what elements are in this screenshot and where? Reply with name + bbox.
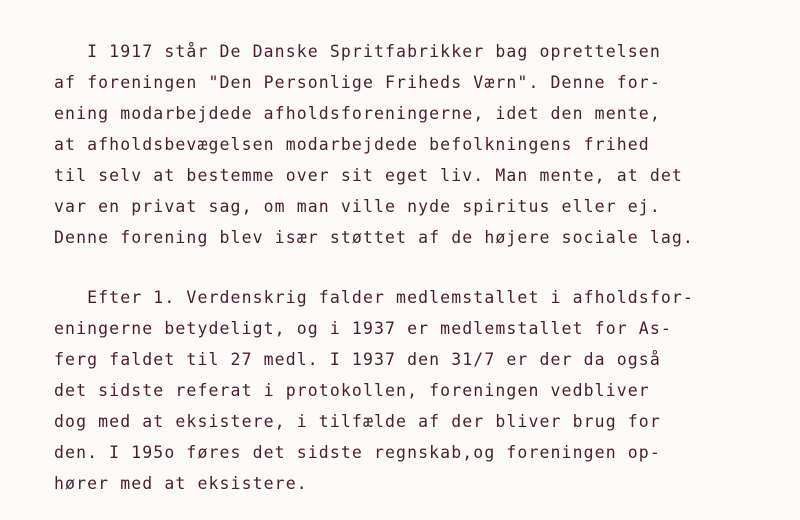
text-line: eningerne betydeligt, og i 1937 er medlemstallet for As- (54, 319, 672, 338)
text-line: af foreningen "Den Personlige Friheds Værn". Denne for- (54, 73, 661, 92)
text-line: I 1917 står De Danske Spritfabrikker bag oprettelsen (54, 42, 661, 61)
text-line: det sidste referat i protokollen, foreningen vedbliver (54, 381, 650, 400)
text-line: ening modarbejdede afholdsforeningerne, idet den mente, (54, 104, 661, 123)
text-line: til selv at bestemme over sit eget liv. Man mente, at det (54, 166, 683, 185)
text-line: Denne forening blev især støttet af de højere sociale lag. (54, 228, 694, 247)
text-line: den. I 195o føres det sidste regnskab,og foreningen op- (54, 443, 661, 462)
text-line: at afholdsbevægelsen modarbejdede befolkningens frihed (54, 135, 650, 154)
text-line: Efter 1. Verdenskrig falder medlemstallet i afholdsfor- (54, 288, 694, 307)
paragraph-1 (54, 36, 694, 253)
paragraph-2 (54, 282, 694, 499)
text-line: var en privat sag, om man ville nyde spiritus eller ej. (54, 197, 661, 216)
text-line: hører med at eksistere. (54, 474, 308, 493)
text-line: dog med at eksistere, i tilfælde af der bliver brug for (54, 412, 661, 431)
text-line: ferg faldet til 27 medl. I 1937 den 31/7 er der da også (54, 350, 661, 369)
